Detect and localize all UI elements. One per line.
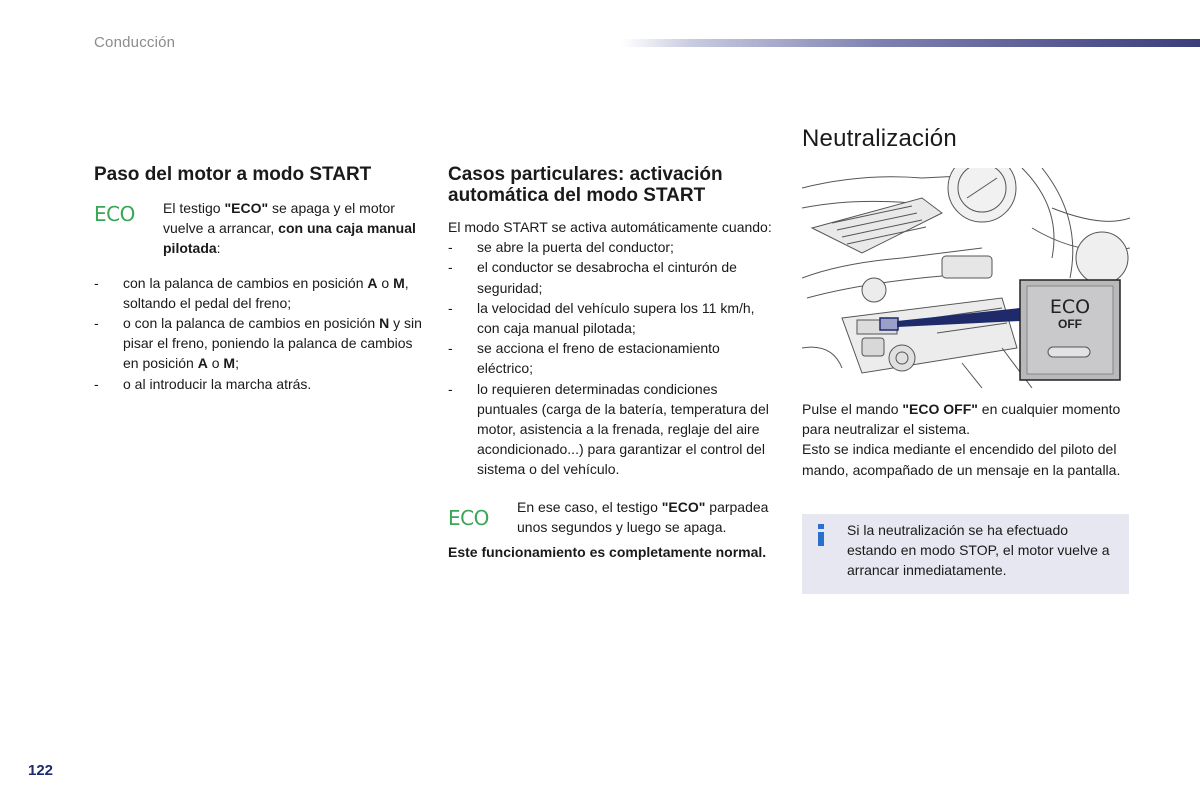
button-eco-label: ECO (1049, 296, 1091, 318)
left-heading: Paso del motor a modo START (94, 164, 372, 185)
list-item: - o al introducir la marcha atrás. (94, 374, 422, 394)
button-off-label: OFF (1058, 317, 1082, 331)
header-gradient-bar (622, 39, 1200, 47)
list-item: - el conductor se desabrocha el cinturón de seguridad; (448, 257, 778, 297)
middle-heading: Casos particulares: activación automática del modo START (448, 164, 723, 206)
list-item: - la velocidad del vehículo supera los 11 km/h, con caja manual pilotada; (448, 298, 778, 338)
page-number: 122 (28, 762, 54, 779)
middle-note: Este funcionamiento es completamente normal. (448, 544, 767, 561)
middle-column (448, 164, 778, 562)
right-column (802, 124, 1130, 594)
dashboard-drawing (802, 168, 1130, 388)
section-label: Conducción (94, 34, 176, 51)
list-item: - con la palanca de cambios en posición A o M, soltando el pedal del freno; (94, 273, 422, 313)
left-eco-block (94, 199, 422, 259)
eco-icon: ECO (448, 505, 489, 530)
middle-eco-text: En ese caso, el testigo "ECO" parpadea unos segundos y luego se apaga. (517, 498, 769, 535)
middle-eco-block (448, 497, 778, 537)
middle-list (448, 237, 778, 479)
left-list (94, 273, 422, 394)
info-icon (816, 524, 826, 546)
right-paragraph-2: Esto se indica mediante el encendido del piloto del mando, acompañado de un mensaje en la pantalla. (802, 441, 1121, 478)
info-box (802, 514, 1129, 594)
list-item: - o con la palanca de cambios en posición N y sin pisar el freno, poniendo la palanca de cambios en posición A o M; (94, 313, 422, 374)
middle-intro: El modo START se activa automáticamente cuando: (448, 219, 772, 235)
eco-icon: ECO (94, 201, 135, 226)
list-item: - se acciona el freno de estacionamiento eléctrico; (448, 338, 778, 378)
left-column (94, 164, 422, 394)
right-heading: Neutralización (802, 125, 957, 152)
dashboard-illustration (802, 168, 1130, 388)
list-item: - lo requieren determinadas condiciones puntuales (carga de la batería, temperatura del motor, asistencia a la frenada, reglaje del aire acondicionado...) para garantizar el control del sistema o del vehículo. (448, 379, 778, 480)
right-paragraph-1: Pulse el mando "ECO OFF" en cualquier momento para neutralizar el sistema. (802, 401, 1121, 438)
left-eco-text: El testigo "ECO" se apaga y el motor vuelve a arrancar, con una caja manual pilotada: (163, 200, 416, 257)
info-text: Si la neutralización se ha efectuado estando en modo STOP, el motor vuelve a arrancar inmediatamente. (847, 521, 1110, 579)
list-item: - se abre la puerta del conductor; (448, 237, 778, 257)
